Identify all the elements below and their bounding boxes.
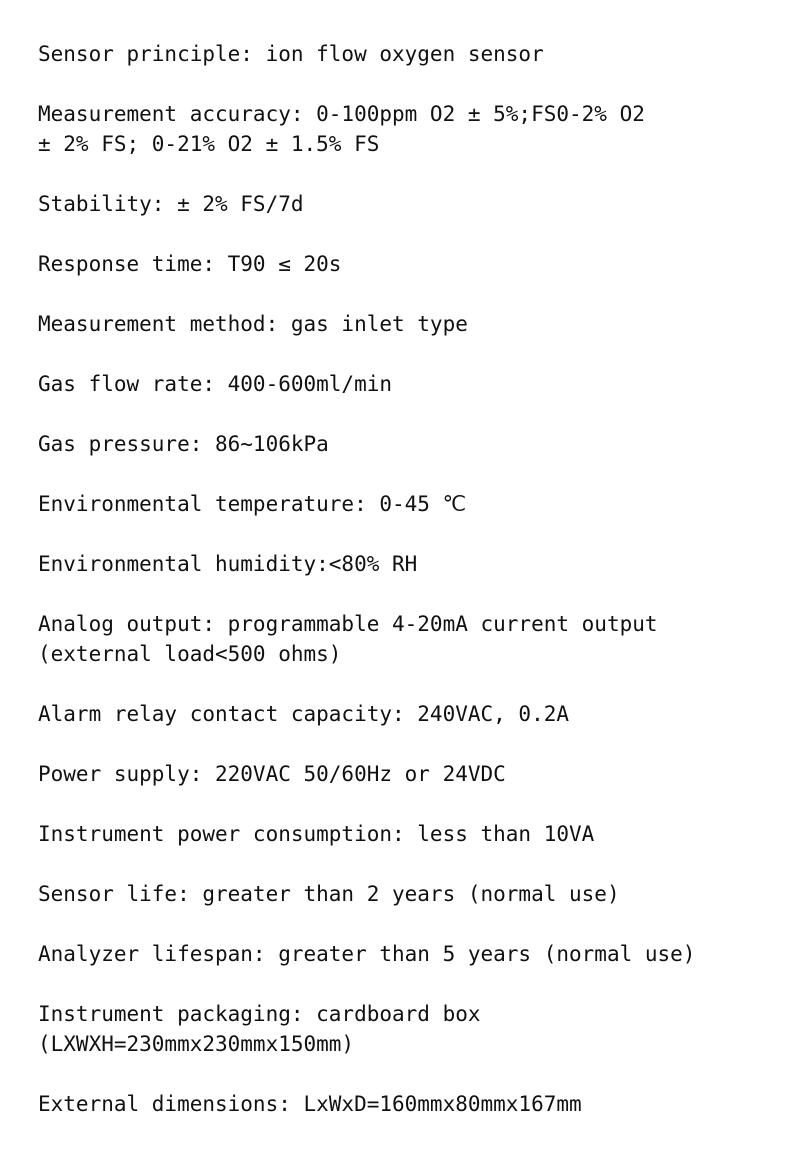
spec-gas-flow-rate: Gas flow rate: 400-600ml/min [38,372,393,396]
spec-power-consumption: Instrument power consumption: less than 10VA [38,822,595,846]
spec-sensor-principle: Sensor principle: ion flow oxygen sensor [38,42,544,66]
spec-stability: Stability: ± 2% FS/7d [38,192,304,216]
spec-analyzer-lifespan: Analyzer lifespan: greater than 5 years (normal use) [38,942,696,966]
spec-environmental-temperature: Environmental temperature: 0-45 ℃ [38,492,467,516]
spec-analog-output: Analog output: programmable 4-20mA current output (external load<500 ohms) [38,612,658,666]
spec-alarm-relay-capacity: Alarm relay contact capacity: 240VAC, 0.2A [38,702,570,726]
spec-instrument-packaging: Instrument packaging: cardboard box (LXWXH=230mmx230mmx150mm) [38,1002,481,1056]
spec-gas-pressure: Gas pressure: 86~106kPa [38,432,329,456]
spec-power-supply: Power supply: 220VAC 50/60Hz or 24VDC [38,762,506,786]
spec-sensor-life: Sensor life: greater than 2 years (normal use) [38,882,620,906]
specification-list [38,39,778,1149]
spec-external-dimensions: External dimensions: LxWxD=160mmx80mmx167mm [38,1092,582,1116]
spec-measurement-accuracy: Measurement accuracy: 0-100ppm O2 ± 5%;FS0-2% O2 ± 2% FS; 0-21% O2 ± 1.5% FS [38,102,645,156]
spec-environmental-humidity: Environmental humidity:<80% RH [38,552,418,576]
spec-response-time: Response time: T90 ≤ 20s [38,252,342,276]
spec-measurement-method: Measurement method: gas inlet type [38,312,468,336]
